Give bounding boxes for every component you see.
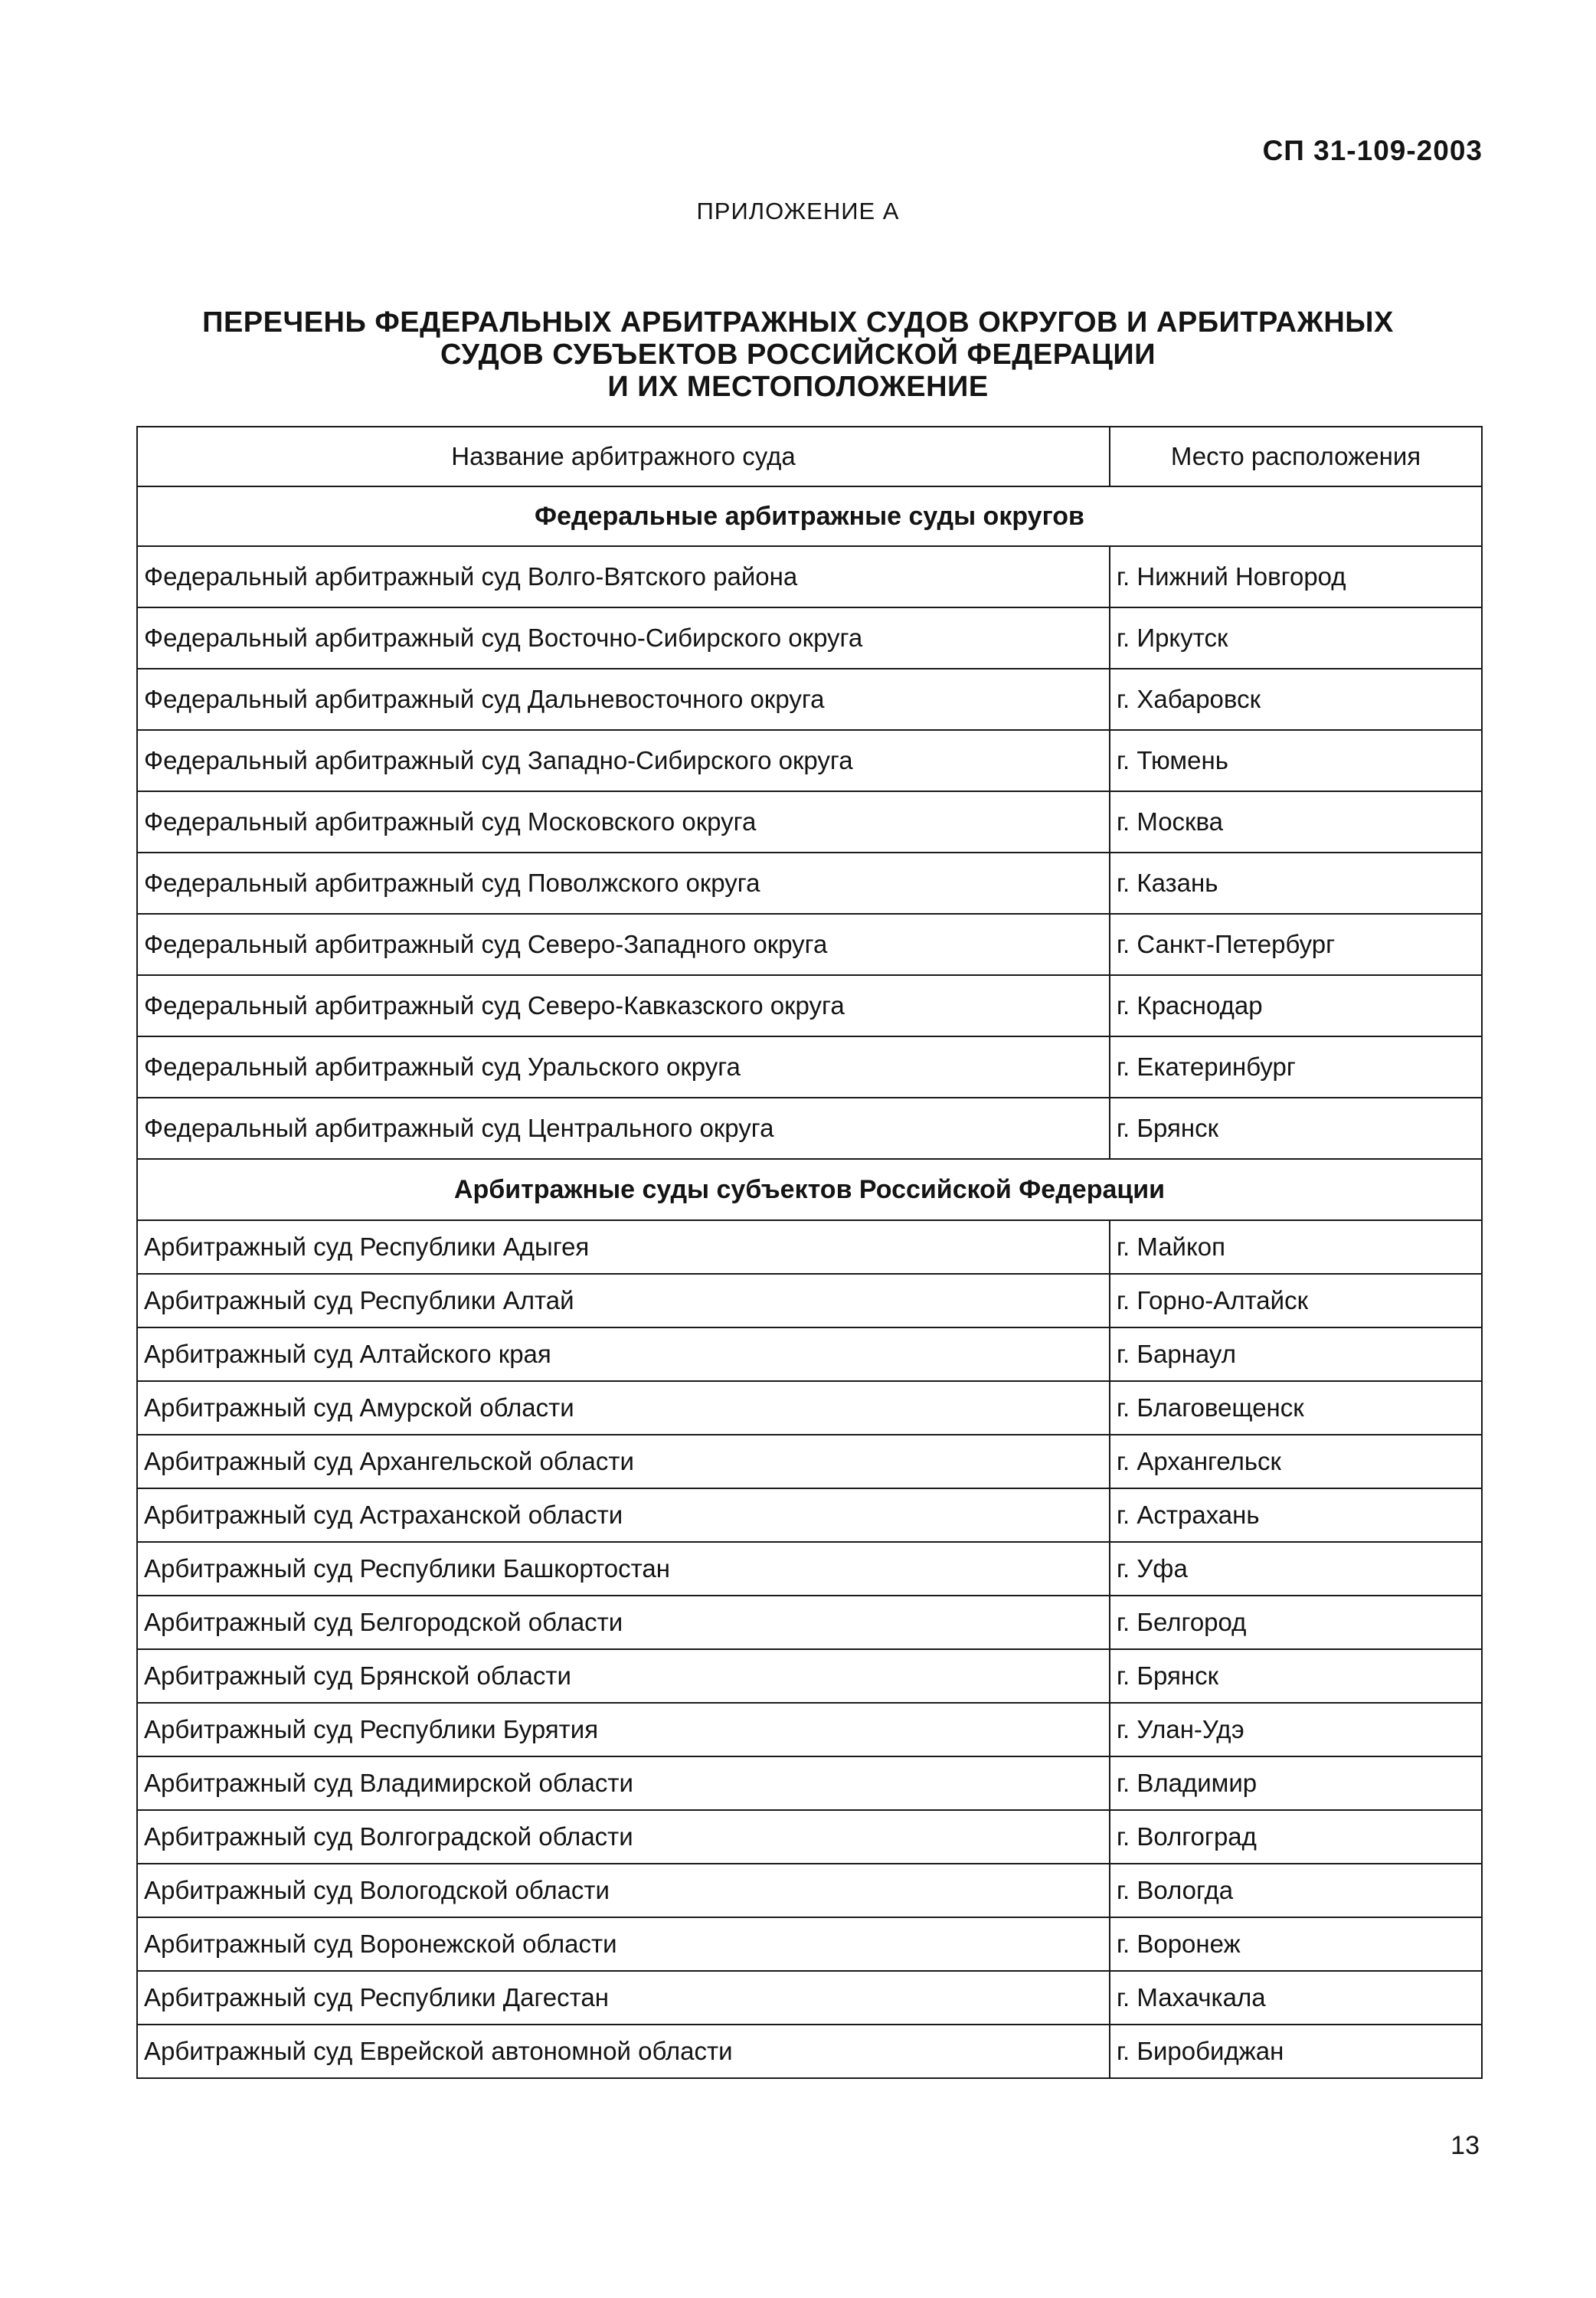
table-row — [137, 1864, 1482, 1917]
court-name-cell: Арбитражный суд Республики Дагестан — [137, 1971, 1110, 2025]
court-name-cell: Арбитражный суд Республики Бурятия — [137, 1703, 1110, 1756]
table-row — [137, 1649, 1482, 1703]
court-name-cell: Федеральный арбитражный суд Северо-Кавказского округа — [137, 975, 1110, 1036]
court-name-cell: Арбитражный суд Республики Алтай — [137, 1274, 1110, 1327]
court-location-cell: г. Белгород — [1110, 1596, 1482, 1649]
court-name-cell: Арбитражный суд Архангельской области — [137, 1435, 1110, 1488]
court-name-cell: Федеральный арбитражный суд Поволжского округа — [137, 853, 1110, 914]
court-name-cell: Арбитражный суд Еврейской автономной области — [137, 2025, 1110, 2078]
court-name-cell: Арбитражный суд Астраханской области — [137, 1488, 1110, 1542]
court-name-cell: Арбитражный суд Республики Адыгея — [137, 1220, 1110, 1274]
table-row — [137, 1971, 1482, 2025]
table-row — [137, 669, 1482, 730]
table-row — [137, 1098, 1482, 1159]
table-row — [137, 1327, 1482, 1381]
court-location-cell: г. Уфа — [1110, 1542, 1482, 1596]
court-location-cell: г. Улан-Удэ — [1110, 1703, 1482, 1756]
court-location-cell: г. Краснодар — [1110, 975, 1482, 1036]
court-name-cell: Арбитражный суд Волгоградской области — [137, 1810, 1110, 1864]
court-location-cell: г. Архангельск — [1110, 1435, 1482, 1488]
table-row — [137, 791, 1482, 853]
court-location-cell: г. Брянск — [1110, 1649, 1482, 1703]
table-row — [137, 2025, 1482, 2078]
table-row — [137, 1810, 1482, 1864]
court-name-cell: Арбитражный суд Воронежской области — [137, 1917, 1110, 1971]
court-name-cell: Федеральный арбитражный суд Центрального округа — [137, 1098, 1110, 1159]
court-location-cell: г. Биробиджан — [1110, 2025, 1482, 2078]
court-location-cell: г. Владимир — [1110, 1756, 1482, 1810]
table-row — [137, 1036, 1482, 1098]
court-location-cell: г. Хабаровск — [1110, 669, 1482, 730]
table-row — [137, 1917, 1482, 1971]
court-location-cell: г. Нижний Новгород — [1110, 546, 1482, 607]
court-location-cell: г. Волгоград — [1110, 1810, 1482, 1864]
court-name-cell: Арбитражный суд Белгородской области — [137, 1596, 1110, 1649]
court-name-cell: Арбитражный суд Амурской области — [137, 1381, 1110, 1435]
title-line: ПЕРЕЧЕНЬ ФЕДЕРАЛЬНЫХ АРБИТРАЖНЫХ СУДОВ ОКРУГОВ И АРБИТРАЖНЫХ — [202, 306, 1394, 339]
court-location-cell: г. Барнаул — [1110, 1327, 1482, 1381]
court-name-cell: Федеральный арбитражный суд Московского округа — [137, 791, 1110, 853]
table-row — [137, 975, 1482, 1036]
section-heading-subjects — [137, 1159, 1482, 1220]
court-name-cell: Федеральный арбитражный суд Восточно-Сибирского округа — [137, 607, 1110, 669]
court-location-cell: г. Махачкала — [1110, 1971, 1482, 2025]
court-name-cell: Федеральный арбитражный суд Уральского округа — [137, 1036, 1110, 1098]
table-row — [137, 1381, 1482, 1435]
table-row — [137, 1435, 1482, 1488]
court-location-cell: г. Екатеринбург — [1110, 1036, 1482, 1098]
court-name-cell: Федеральный арбитражный суд Северо-Западного округа — [137, 914, 1110, 975]
court-name-cell: Федеральный арбитражный суд Волго-Вятского района — [137, 546, 1110, 607]
court-location-cell: г. Казань — [1110, 853, 1482, 914]
court-name-cell: Арбитражный суд Алтайского края — [137, 1327, 1110, 1381]
court-location-cell: г. Горно-Алтайск — [1110, 1274, 1482, 1327]
table-row — [137, 1488, 1482, 1542]
table-row — [137, 1220, 1482, 1274]
document-code: СП 31-109-2003 — [1262, 135, 1483, 166]
table-header-row — [137, 427, 1482, 486]
title-line: И ИХ МЕСТОПОЛОЖЕНИЕ — [607, 371, 989, 403]
court-location-cell: г. Майкоп — [1110, 1220, 1482, 1274]
court-location-cell: г. Воронеж — [1110, 1917, 1482, 1971]
table-row — [137, 1596, 1482, 1649]
section-title: Федеральные арбитражные суды округов — [137, 486, 1482, 546]
title-line: СУДОВ СУБЪЕКТОВ РОССИЙСКОЙ ФЕДЕРАЦИИ — [440, 339, 1156, 371]
court-name-cell: Федеральный арбитражный суд Дальневосточного округа — [137, 669, 1110, 730]
table-row — [137, 914, 1482, 975]
court-location-cell: г. Астрахань — [1110, 1488, 1482, 1542]
court-location-cell: г. Брянск — [1110, 1098, 1482, 1159]
table-row — [137, 1703, 1482, 1756]
courts-table — [136, 426, 1483, 2079]
court-name-cell: Арбитражный суд Вологодской области — [137, 1864, 1110, 1917]
table-row — [137, 1542, 1482, 1596]
document-title — [0, 306, 1596, 403]
page-number: 13 — [1450, 2131, 1480, 2160]
table-row — [137, 607, 1482, 669]
appendix-label: ПРИЛОЖЕНИЕ А — [696, 198, 900, 224]
court-name-cell: Арбитражный суд Брянской области — [137, 1649, 1110, 1703]
table-row — [137, 730, 1482, 791]
court-name-cell: Федеральный арбитражный суд Западно-Сибирского округа — [137, 730, 1110, 791]
court-location-cell: г. Тюмень — [1110, 730, 1482, 791]
section-title: Арбитражные суды субъектов Российской Федерации — [137, 1159, 1482, 1220]
court-location-cell: г. Москва — [1110, 791, 1482, 853]
court-location-cell: г. Вологда — [1110, 1864, 1482, 1917]
table-row — [137, 1756, 1482, 1810]
court-location-cell: г. Благовещенск — [1110, 1381, 1482, 1435]
header-location: Место расположения — [1110, 427, 1482, 486]
section-heading-federal — [137, 486, 1482, 546]
table-row — [137, 1274, 1482, 1327]
court-location-cell: г. Иркутск — [1110, 607, 1482, 669]
table-row — [137, 853, 1482, 914]
court-location-cell: г. Санкт-Петербург — [1110, 914, 1482, 975]
table-row — [137, 546, 1482, 607]
header-court-name: Название арбитражного суда — [137, 427, 1110, 486]
court-name-cell: Арбитражный суд Республики Башкортостан — [137, 1542, 1110, 1596]
court-name-cell: Арбитражный суд Владимирской области — [137, 1756, 1110, 1810]
